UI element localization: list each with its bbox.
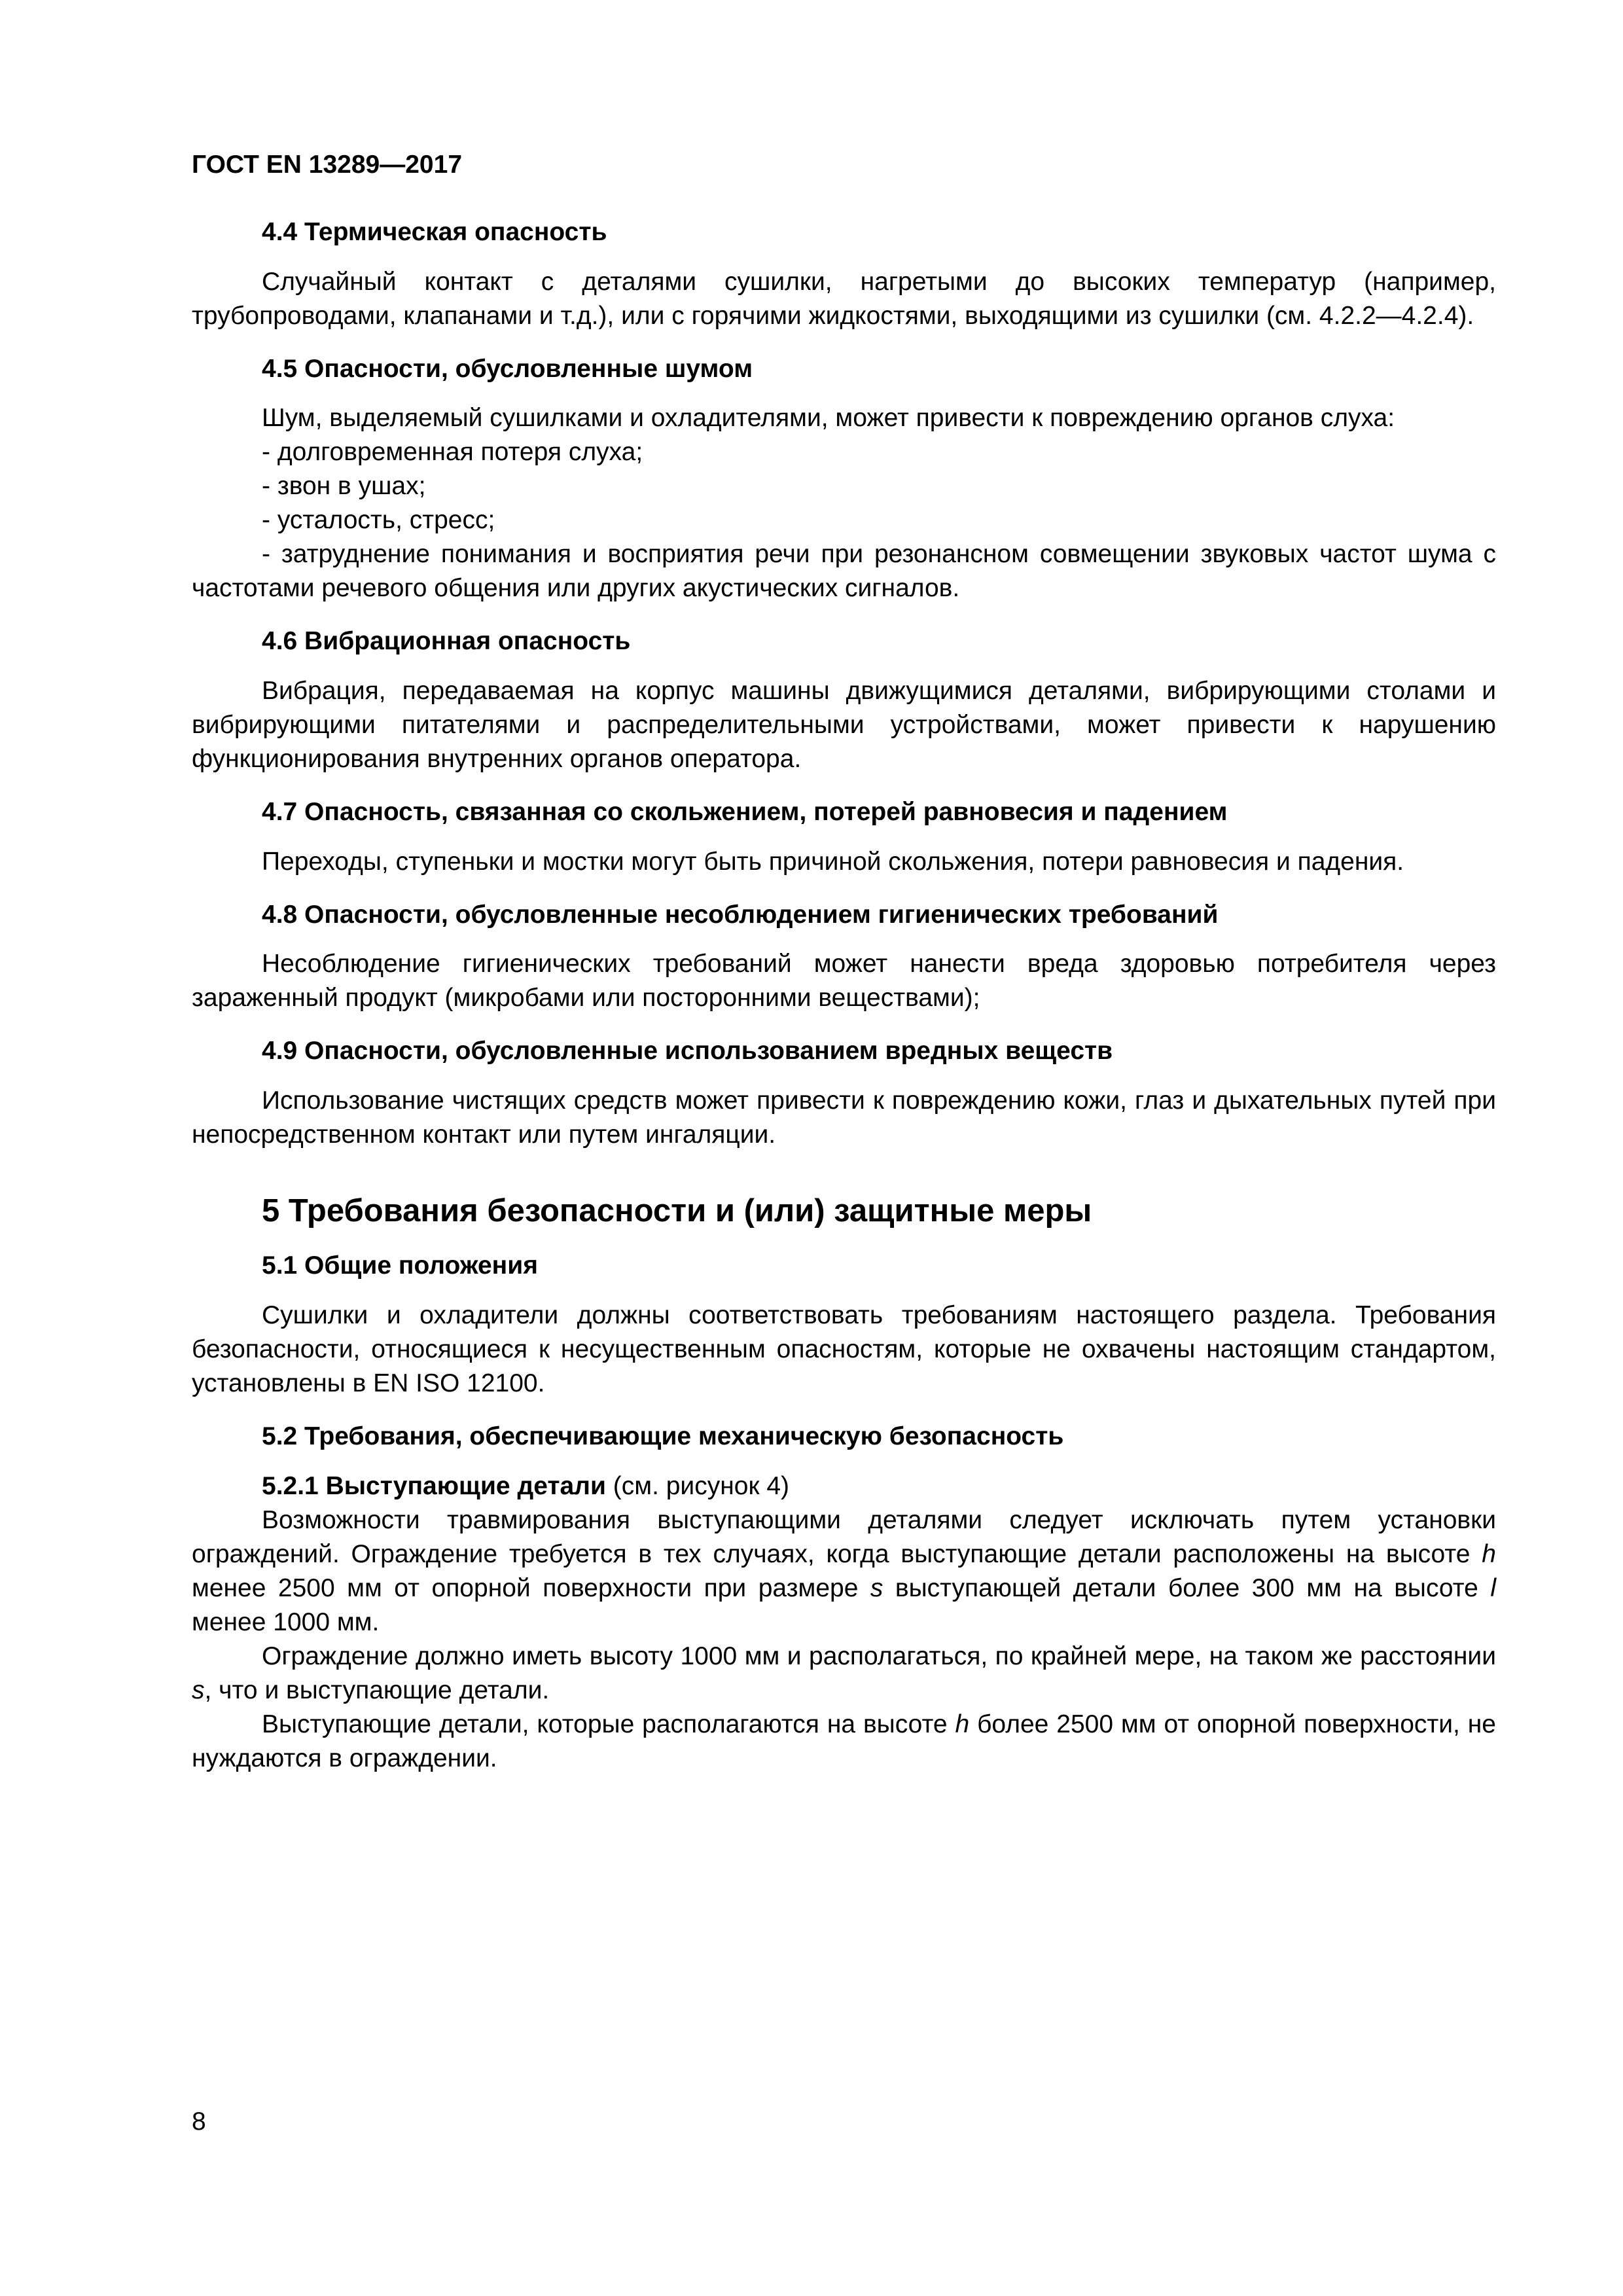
paragraph — [192, 1640, 1496, 1708]
paragraph: Вибрация, передаваемая на корпус машины движущимися деталями, вибрирующими столами и вибрирующими питателями и распределительными устройствами, может привести к нарушению функционирования внутренних органов оператора. — [192, 677, 1496, 774]
text-run: Возможности травмирования выступающими деталями следует исключать путем установки ограждений. Ограждение требуется в тех случаях, когда выступающие детали расположены на высоте — [192, 1505, 1496, 1568]
section-heading: 5.1 Общие положения — [262, 1251, 538, 1280]
section-5-1 — [192, 1249, 1496, 1401]
section-4-5 — [192, 353, 1496, 606]
paragraph: Шум, выделяемый сушилками и охладителями, может привести к повреждению органов слуха: — [262, 404, 1395, 433]
section-heading: 4.7 Опасность, связанная со скольжением, потерей равновесия и падением — [262, 798, 1228, 827]
paragraph: Сушилки и охладители должны соответствовать требованиям настоящего раздела. Требования безопасности, относящиеся к несущественным опасностям, которые не охвачены настоящим стандартом, установлены в EN ISO 12100. — [192, 1301, 1496, 1398]
paragraph: Случайный контакт с деталями сушилки, нагретыми до высоких температур (например, трубопроводами, клапанами и т.д.), или с горячими жидкостями, выходящими из сушилки (см. 4.2.2—4.2.4). — [192, 267, 1496, 330]
section-4-9 — [192, 1035, 1496, 1152]
section-4-4 — [192, 216, 1496, 333]
text-run: , что и выступающие детали. — [204, 1676, 550, 1704]
paragraph: Несоблюдение гигиенических требований может нанести вреда здоровью потребителя через зараженный продукт (микробами или посторонними веществами); — [192, 950, 1496, 1013]
chapter-heading: 5 Требования безопасности и (или) защитные меры — [262, 1193, 1092, 1229]
section-heading: 4.4 Термическая опасность — [262, 218, 607, 246]
section-heading: 5.2 Требования, обеспечивающие механическую безопасность — [262, 1422, 1064, 1451]
document-code: ГОСТ EN 13289—2017 — [192, 151, 463, 179]
runin-title: 5.2.1 Выступающие детали — [262, 1471, 606, 1500]
figure-reference: (см. рисунок 4) — [605, 1471, 790, 1500]
list-item: - долговременная потеря слуха; — [262, 438, 643, 467]
symbol-s: s — [192, 1676, 205, 1704]
text-run: выступающей детали более 300 мм на высоте — [883, 1573, 1491, 1602]
list-item: - звон в ушах; — [262, 472, 426, 501]
symbol-s: s — [870, 1573, 883, 1602]
section-heading: 4.9 Опасности, обусловленные использованием вредных веществ — [262, 1037, 1113, 1066]
symbol-h: h — [955, 1710, 970, 1738]
section-4-6 — [192, 625, 1496, 776]
symbol-l: l — [1490, 1573, 1497, 1602]
section-heading: 4.5 Опасности, обусловленные шумом — [262, 354, 753, 383]
paragraph — [192, 1503, 1496, 1640]
symbol-h: h — [1482, 1539, 1496, 1568]
document-body — [192, 216, 1496, 1795]
paragraph: Использование чистящих средств может привести к повреждению кожи, глаз и дыхательных путей при непосредственном контакт или путем ингаляции. — [192, 1086, 1496, 1149]
list-item: - затруднение понимания и восприятия речи при резонансном совмещении звуковых частот шума с частотами речевого общения или других акустических сигналов. — [192, 540, 1496, 603]
text-run: более 2500 мм от опорной поверхности, не нуждаются в ограждении. — [192, 1710, 1496, 1772]
text-run: менее 2500 мм от опорной поверхности при размере — [192, 1573, 870, 1602]
section-5-2 — [192, 1420, 1496, 1454]
list-item: - усталость, стресс; — [262, 506, 495, 535]
runin-heading — [192, 1469, 1496, 1503]
section-heading: 4.8 Опасности, обусловленные несоблюдением гигиенических требований — [262, 900, 1219, 929]
section-heading: 4.6 Вибрационная опасность — [262, 627, 631, 656]
text-run: менее 1000 мм. — [192, 1607, 380, 1636]
text-run: Выступающие детали, которые располагаются на высоте — [262, 1710, 955, 1738]
section-5-2-1 — [192, 1469, 1496, 1776]
text-run: Ограждение должно иметь высоту 1000 мм и располагаться, по крайней мере, на таком же расстоянии — [262, 1641, 1496, 1670]
page-number: 8 — [192, 2108, 206, 2136]
section-4-7 — [192, 796, 1496, 879]
paragraph: Переходы, ступеньки и мостки могут быть причиной скольжения, потери равновесия и падения. — [262, 847, 1404, 876]
paragraph — [192, 1708, 1496, 1776]
section-4-8 — [192, 899, 1496, 1016]
